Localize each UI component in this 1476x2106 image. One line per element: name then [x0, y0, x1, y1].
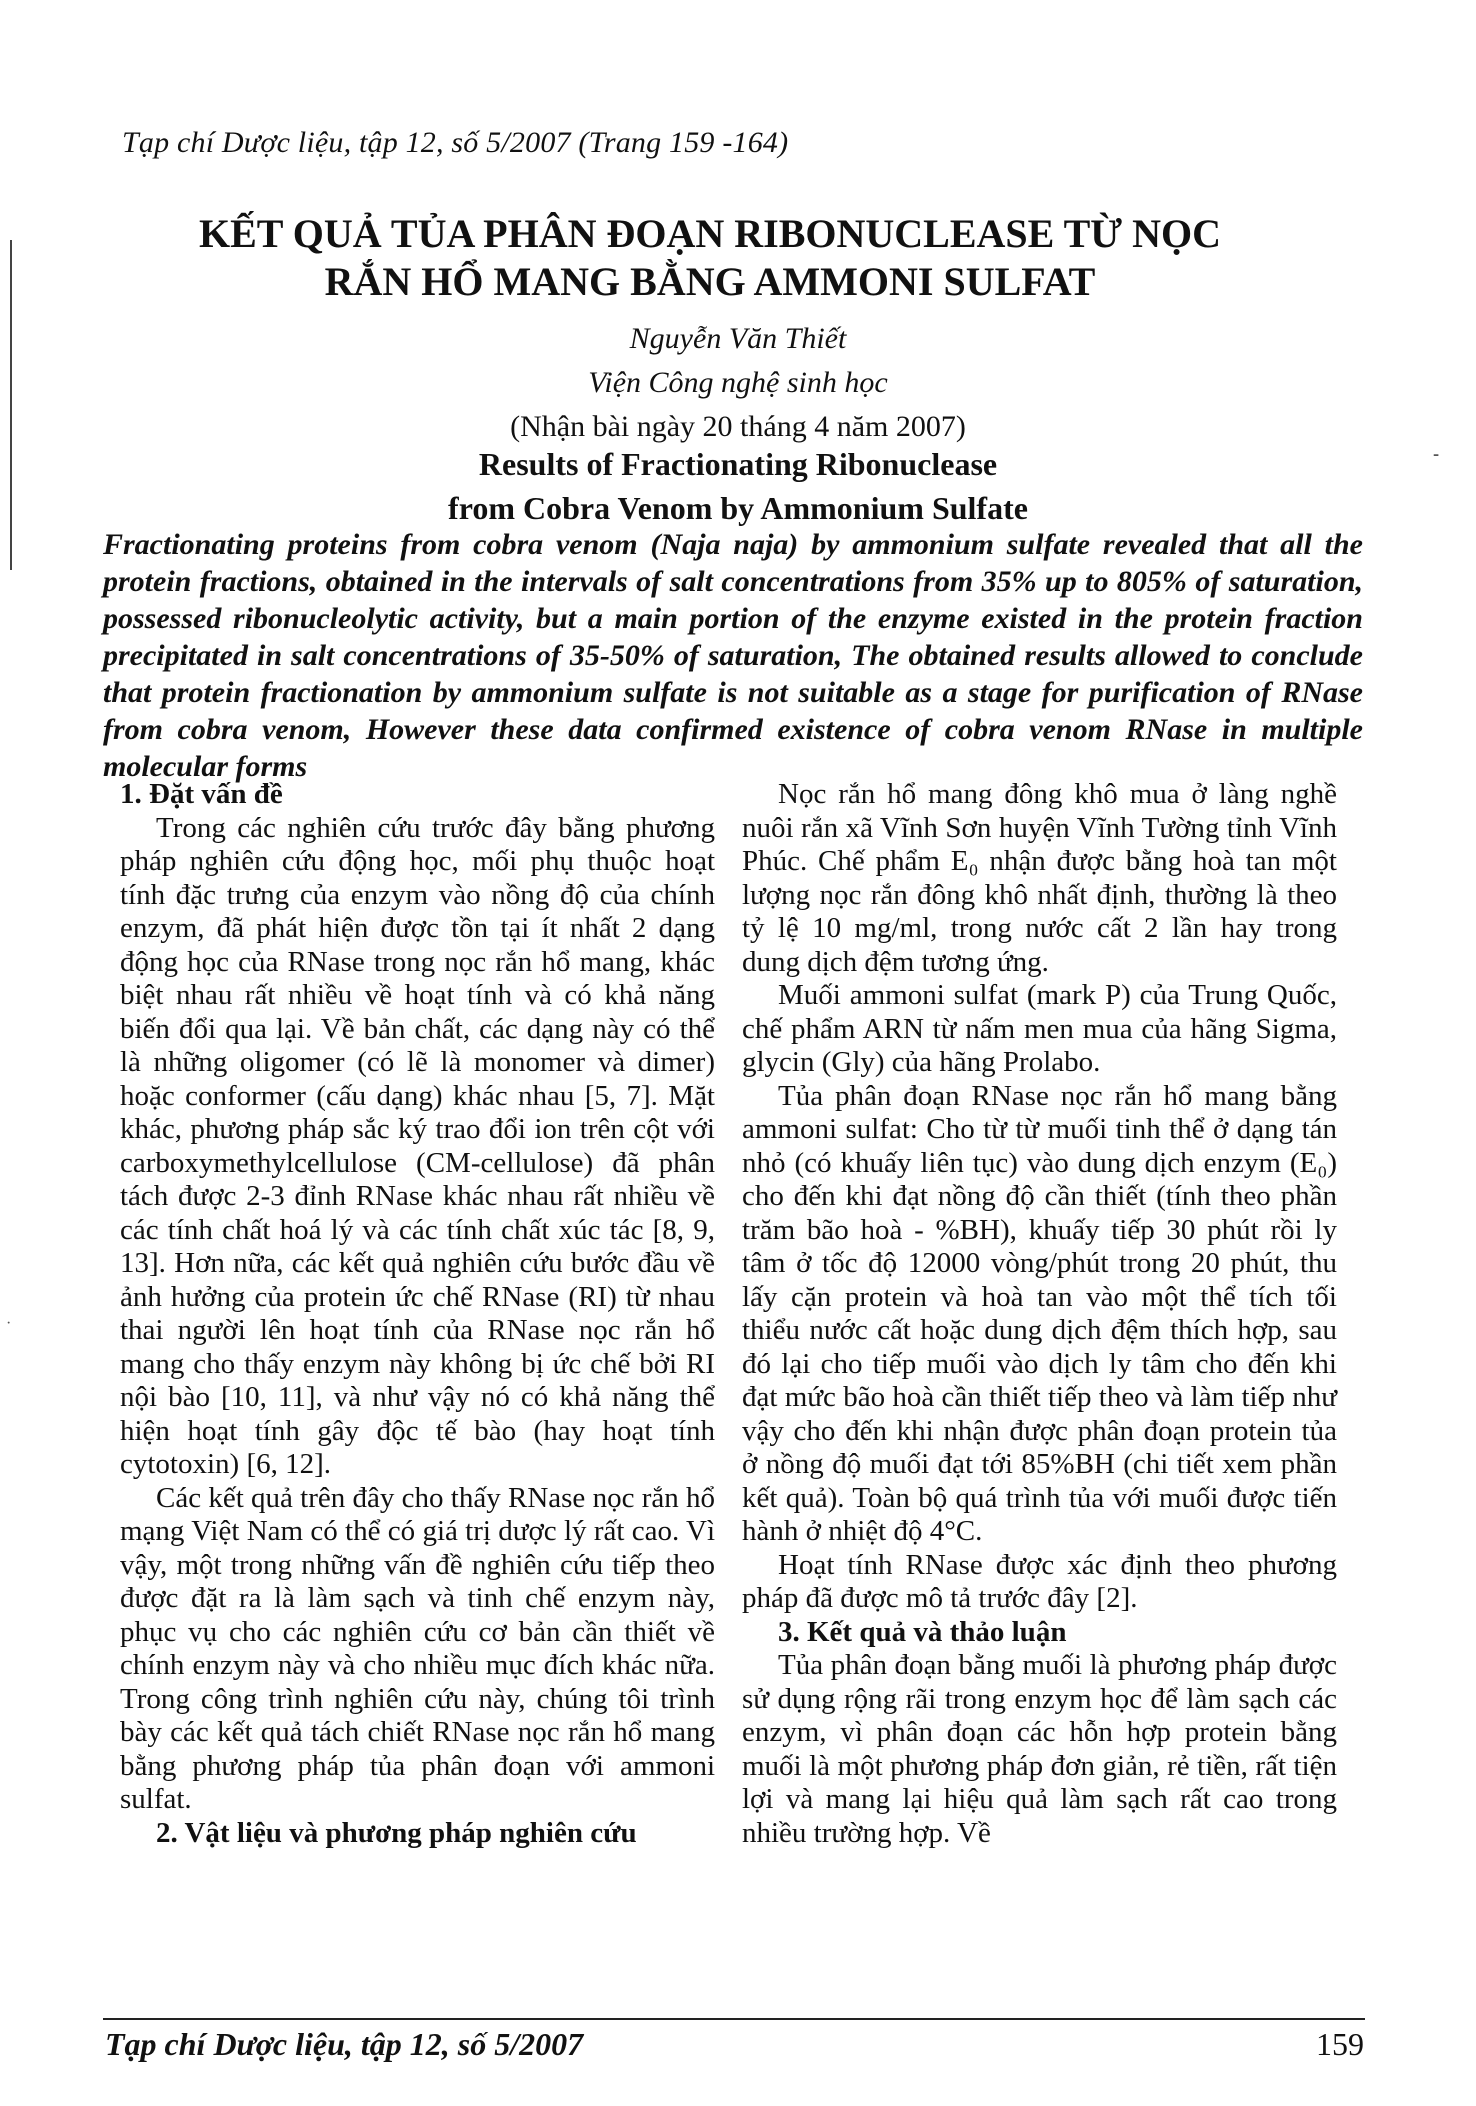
paragraph: Tủa phân đoạn bằng muối là phương pháp được sử dụng rộng rãi trong enzym học để làm sạch các enzym, vì phân đoạn các hỗn hợp protein bằng muối là một phương pháp đơn giản, rẻ tiền, rất tiện lợi và mang lại hiệu quả làm sạch rất cao trong nhiều trường hợp. Về: [742, 1649, 1337, 1849]
paragraph: Các kết quả trên đây cho thấy RNase nọc rắn hổ mạng Việt Nam có thể có giá trị dược lý rất cao. Vì vậy, một trong những vấn đề nghiên cứu tiếp theo được đặt ra là làm sạch và tinh chế enzym này, phục vụ cho các nghiên cứu cơ bản cần thiết về chính enzym này và cho nhiều mục đích khác nữa. Trong công trình nghiên cứu này, chúng tôi trình bày các kết quả tách chiết RNase nọc rắn hổ mang bằng phương pháp tủa phân đoạn với ammoni sulfat.: [120, 1481, 715, 1815]
section-1-heading: 1. Đặt vấn đề: [120, 778, 283, 810]
section-2-heading: 2. Vật liệu và phương pháp nghiên cứu: [156, 1816, 637, 1849]
scan-speck: ·: [6, 1315, 12, 1332]
english-title: [0, 442, 1476, 530]
english-title-line-2: from Cobra Venom by Ammonium Sulfate: [448, 490, 1028, 526]
footer-journal: Tạp chí Dược liệu, tập 12, số 5/2007: [105, 2026, 584, 2062]
footer-rule: [103, 2018, 1365, 2020]
english-title-line-1: Results of Fractionating Ribonuclease: [478, 446, 998, 482]
english-abstract: Fractionating proteins from cobra venom (Naja naja) by ammonium sulfate revealed that all the protein fractions, obtained in the intervals of salt concentrations from 35% up to 805% of saturation, possessed ribonucleolytic activity, but a main portion of the enzyme existed in the protein fraction precipitated in salt concentrations of 35-50% of saturation, The obtained results allowed to conclude that protein fractionation by ammonium sulfate is not suitable as a stage for purification of RNase from cobra venom, However these data confirmed existence of cobra venom RNase in multiple molecular forms: [103, 528, 1363, 783]
received-date: (Nhận bài ngày 20 tháng 4 năm 2007): [510, 410, 966, 443]
paragraph: Trong các nghiên cứu trước đây bằng phương pháp nghiên cứu động học, mối phụ thuộc hoạt tính đặc trưng của enzym vào nồng độ của chính enzym, đã phát hiện được tồn tại ít nhất 2 dạng động học của RNase trong nọc rắn hổ mang, khác biệt nhau rất nhiều về hoạt tính và có khả năng biến đổi qua lại. Về bản chất, các dạng này có thể là những oligomer (có lẽ là monomer và dimer) hoặc conformer (cấu dạng) khác nhau [5, 7]. Mặt khác, phương pháp sắc ký trao đổi ion trên cột với carboxymethylcellulose (CM-cellulose) đã phân tách được 2-3 đỉnh RNase khác nhau rất nhiều về các tính chất hoá lý và các tính chất xúc tác [8, 9, 13]. Hơn nữa, các kết quả nghiên cứu bước đầu về ảnh hưởng của protein ức chế RNase (RI) từ nhau thai người lên hoạt tính của RNase nọc rắn hổ mang cho thấy enzym này không bị ức chế bởi RI nội bào [10, 11], và như vậy nó có khả năng thể hiện hoạt tính gây độc tế bào (hay hoạt tính cytotoxin) [6, 12].: [120, 811, 715, 1480]
scan-speck: ⁃: [1432, 448, 1440, 465]
paragraph: Hoạt tính RNase được xác định theo phương pháp đã được mô tả trước đây [2].: [742, 1548, 1337, 1614]
author-institute: Viện Công nghệ sinh học: [588, 366, 888, 399]
right-column: [742, 778, 1337, 1850]
article-title: KẾT QUẢ TỦA PHÂN ĐOẠN RIBONUCLEASE TỪ NỌC RẮN HỔ MANG BẰNG AMMONI SULFAT: [198, 211, 1221, 304]
left-column: [120, 778, 715, 1850]
paragraph: Tủa phân đoạn RNase nọc rắn hổ mang bằng ammoni sulfat: Cho từ từ muối tinh thể ở dạng tán nhỏ (có khuấy liên tục) vào dung dịch enzym (E₀) cho đến khi đạt nồng độ cần thiết (tính theo phần trăm bão hoà - %BH), khuấy tiếp 30 phút rồi ly tâm ở tốc độ 12000 vòng/phút trong 20 phút, thu lấy cặn protein và hoà tan vào một thể tích tối thiểu nước cất hoặc dung dịch đệm thích hợp, sau đó lại cho tiếp muối vào dịch ly tâm cho đến khi đạt mức bão hoà cần thiết tiếp theo và làm tiếp như vậy cho đến khi nhận được phân đoạn protein tủa ở nồng độ muối đạt tới 85%BH (chi tiết xem phần kết quả). Toàn bộ quá trình tủa với muối được tiến hành ở nhiệt độ 4°C.: [742, 1079, 1337, 1547]
section-3-heading: 3. Kết quả và thảo luận: [778, 1615, 1067, 1648]
paragraph: Muối ammoni sulfat (mark P) của Trung Quốc, chế phẩm ARN từ nấm men mua của hãng Sigma, glycin (Gly) của hãng Prolabo.: [742, 979, 1337, 1078]
journal-header: Tạp chí Dược liệu, tập 12, số 5/2007 (Trang 159 -164): [122, 126, 789, 159]
page-number: 159: [1316, 2026, 1364, 2062]
paragraph: Nọc rắn hổ mang đông khô mua ở làng nghề nuôi rắn xã Vĩnh Sơn huyện Vĩnh Tường tỉnh Vĩnh Phúc. Chế phẩm E₀ nhận được bằng hoà tan một lượng nọc rắn đông khô nhất định, thường là theo tỷ lệ 10 mg/ml, trong nước cất 2 lần hay trong dung dịch đệm tương ứng.: [742, 778, 1337, 978]
article-author: Nguyễn Văn Thiết: [629, 322, 847, 355]
